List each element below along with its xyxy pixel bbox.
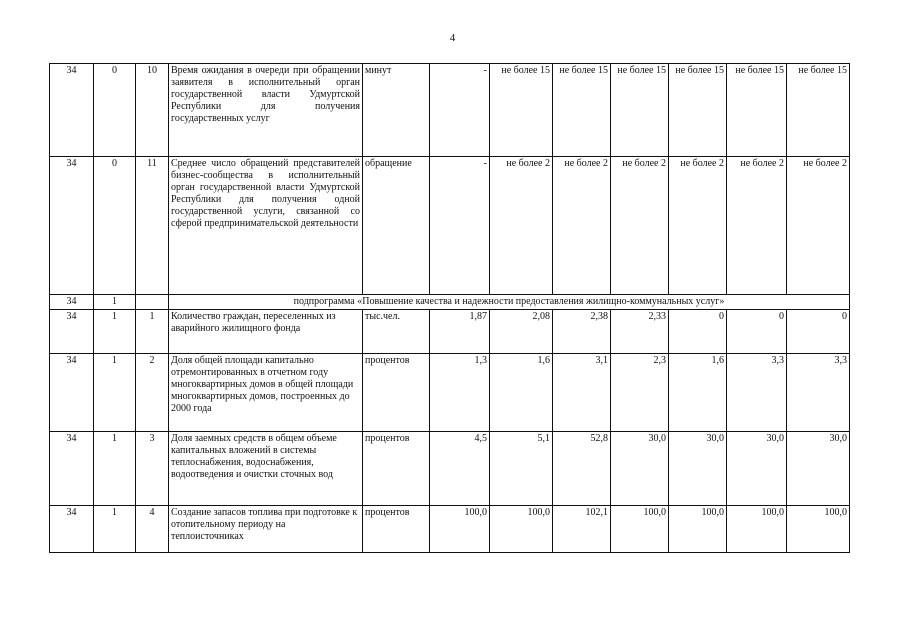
value: не более 2 (727, 157, 787, 295)
value: 100,0 (727, 506, 787, 553)
value: 2,08 (490, 310, 553, 354)
indicator-name: Среднее число обращений представителей бизнес-сообщества в исполнительный орган государственной власти Удмуртской Республики для получения одной государственной услуги, связанной со сферой предпринимательской деятельности (169, 157, 363, 295)
value: 30,0 (611, 432, 669, 506)
code-program: 34 (50, 310, 94, 354)
value: 100,0 (787, 506, 850, 553)
value: 1,6 (490, 354, 553, 432)
value: 102,1 (553, 506, 611, 553)
code-subprogram: 0 (94, 157, 136, 295)
code-item: 3 (136, 432, 169, 506)
indicator-name: Время ожидания в очереди при обращении заявителя в исполнительный орган государственной власти Удмуртской Республики для получения государственных услуг (169, 64, 363, 157)
code-program: 34 (50, 432, 94, 506)
code-item (136, 295, 169, 310)
value: 0 (669, 310, 727, 354)
code-subprogram: 1 (94, 506, 136, 553)
value: 1,6 (669, 354, 727, 432)
value: 1,3 (430, 354, 490, 432)
value: 100,0 (669, 506, 727, 553)
indicator-name: Доля общей площади капитально отремонтированных в отчетном году многоквартирных домов в общей площади многоквартирных домов, построенных до 2000 года (169, 354, 363, 432)
code-program: 34 (50, 64, 94, 157)
unit: процентов (363, 432, 430, 506)
value: 2,33 (611, 310, 669, 354)
value: не более 2 (553, 157, 611, 295)
code-subprogram: 1 (94, 310, 136, 354)
value: 4,5 (430, 432, 490, 506)
value: не более 15 (611, 64, 669, 157)
code-item: 11 (136, 157, 169, 295)
value: не более 2 (490, 157, 553, 295)
value: 30,0 (727, 432, 787, 506)
value: 3,3 (787, 354, 850, 432)
table-row (50, 354, 850, 432)
unit: процентов (363, 354, 430, 432)
value: 30,0 (669, 432, 727, 506)
code-subprogram: 1 (94, 354, 136, 432)
value: 100,0 (490, 506, 553, 553)
code-item: 10 (136, 64, 169, 157)
code-subprogram: 1 (94, 295, 136, 310)
value: не более 15 (669, 64, 727, 157)
value: не более 15 (490, 64, 553, 157)
code-program: 34 (50, 295, 94, 310)
code-item: 2 (136, 354, 169, 432)
indicator-name: Создание запасов топлива при подготовке к отопительному периоду на теплоисточниках (169, 506, 363, 553)
value: 3,1 (553, 354, 611, 432)
unit: процентов (363, 506, 430, 553)
table-row (50, 310, 850, 354)
table-row (50, 432, 850, 506)
table-row (50, 157, 850, 295)
value: 30,0 (787, 432, 850, 506)
value: - (430, 64, 490, 157)
code-item: 1 (136, 310, 169, 354)
code-subprogram: 0 (94, 64, 136, 157)
value: 3,3 (727, 354, 787, 432)
value: не более 15 (787, 64, 850, 157)
value: 2,3 (611, 354, 669, 432)
indicator-name: Доля заемных средств в общем объеме капитальных вложений в системы теплоснабжения, водоснабжения, водоотведения и очистки сточных вод (169, 432, 363, 506)
code-program: 34 (50, 354, 94, 432)
code-subprogram: 1 (94, 432, 136, 506)
value: 1,87 (430, 310, 490, 354)
code-program: 34 (50, 506, 94, 553)
value: 0 (727, 310, 787, 354)
unit: обращение (363, 157, 430, 295)
table-row (50, 506, 850, 553)
page-number: 4 (449, 32, 456, 44)
value: не более 15 (553, 64, 611, 157)
value: 0 (787, 310, 850, 354)
value: 100,0 (430, 506, 490, 553)
subprogram-row (50, 295, 850, 310)
indicator-name: Количество граждан, переселенных из аварийного жилищного фонда (169, 310, 363, 354)
value: 5,1 (490, 432, 553, 506)
unit: минут (363, 64, 430, 157)
table-row (50, 64, 850, 157)
unit: тыс.чел. (363, 310, 430, 354)
value: не более 15 (727, 64, 787, 157)
value: 100,0 (611, 506, 669, 553)
value: - (430, 157, 490, 295)
code-item: 4 (136, 506, 169, 553)
value: не более 2 (669, 157, 727, 295)
value: не более 2 (787, 157, 850, 295)
value: 52,8 (553, 432, 611, 506)
value: не более 2 (611, 157, 669, 295)
value: 2,38 (553, 310, 611, 354)
indicators-table (49, 63, 850, 553)
code-program: 34 (50, 157, 94, 295)
subprogram-title: подпрограмма «Повышение качества и надежности предоставления жилищно-коммунальных услуг» (169, 295, 850, 310)
